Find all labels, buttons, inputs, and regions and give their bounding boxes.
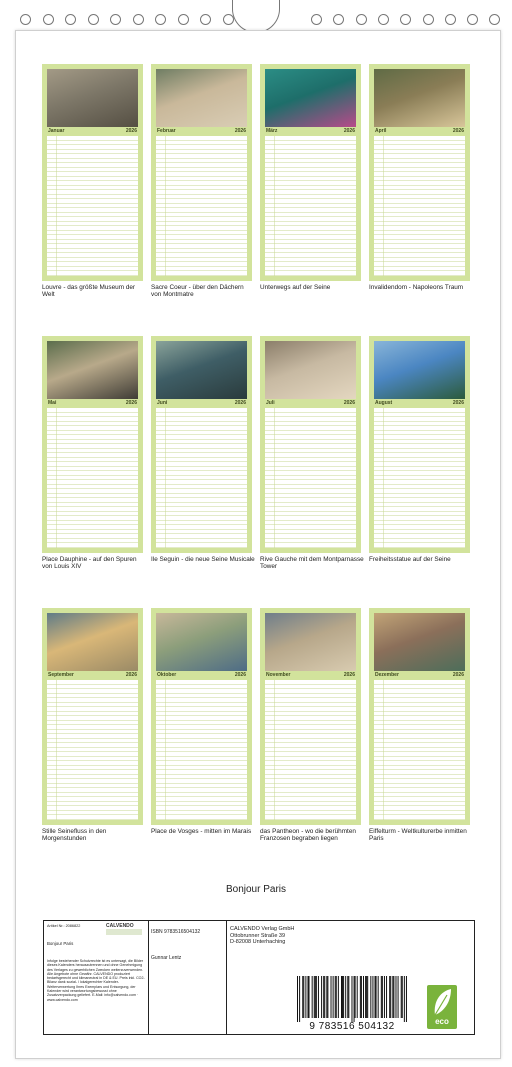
month-header — [47, 671, 138, 679]
info-column-left — [44, 921, 149, 1034]
barcode-bar — [393, 976, 394, 1018]
month-planner-grid — [47, 408, 138, 548]
month-caption: Freiheitsstatue auf der Seine — [369, 556, 451, 563]
month-header — [374, 127, 465, 135]
month-planner-grid — [47, 136, 138, 276]
month-name: Dezember — [375, 672, 399, 678]
barcode-bar — [381, 976, 382, 1018]
month-preview — [260, 336, 364, 571]
barcode-number: 9 783516 504132 — [309, 1021, 395, 1032]
binding-hole — [110, 14, 121, 25]
barcode-bar — [357, 976, 358, 1018]
barcode-bar — [372, 976, 373, 1018]
barcode-bar — [312, 976, 313, 1018]
barcode-bar — [386, 976, 387, 1018]
month-header — [156, 127, 247, 135]
binding-hole — [467, 14, 478, 25]
month-header — [265, 127, 356, 135]
barcode-bar — [315, 976, 316, 1018]
month-preview — [369, 608, 470, 843]
month-card — [151, 608, 252, 825]
month-planner-grid — [265, 680, 356, 820]
barcode-bar — [336, 976, 337, 1018]
month-photo — [156, 341, 247, 399]
month-caption: Ile Seguin - die neue Seine Musicale — [151, 556, 255, 563]
month-preview — [151, 608, 252, 835]
month-planner-grid — [374, 408, 465, 548]
month-planner-grid — [47, 680, 138, 820]
calvendo-logo: CALVENDO — [106, 923, 134, 929]
barcode-bar — [365, 976, 366, 1018]
barcode-bar — [366, 976, 367, 1018]
barcode-bar — [316, 976, 317, 1018]
month-year: 2026 — [125, 400, 137, 406]
product-info-box — [43, 920, 475, 1035]
month-preview — [42, 336, 143, 571]
barcode-bar — [343, 976, 344, 1018]
barcode-bar — [324, 976, 325, 1018]
binding-hole — [400, 14, 411, 25]
month-year: 2026 — [234, 400, 246, 406]
month-caption: Sacre Coeur - über den Dächern von Montmatre — [151, 284, 244, 299]
binding-hole — [378, 14, 389, 25]
month-planner-grid — [265, 408, 356, 548]
month-card — [369, 64, 470, 281]
month-header — [374, 671, 465, 679]
month-preview — [369, 336, 470, 563]
barcode-bar — [345, 976, 346, 1018]
month-year: 2026 — [343, 128, 355, 134]
month-name: März — [266, 128, 278, 134]
month-year: 2026 — [452, 672, 464, 678]
barcode-bar — [297, 976, 298, 1022]
barcode-bar — [384, 976, 385, 1018]
month-card — [260, 64, 361, 281]
month-caption: Eiffelturm - Weltkulturerbe inmitten Paris — [369, 828, 467, 843]
month-preview — [369, 64, 470, 291]
month-caption: Invalidendom - Napoleons Traum — [369, 284, 464, 291]
month-preview — [151, 64, 252, 299]
isbn-barcode — [297, 976, 407, 1022]
barcode-bar — [401, 976, 402, 1018]
month-card — [260, 608, 361, 825]
month-caption: Louvre - das größte Museum der Welt — [42, 284, 136, 299]
binding-hole — [200, 14, 211, 25]
month-card — [260, 336, 361, 553]
binding-hole — [65, 14, 76, 25]
barcode-bar — [382, 976, 383, 1018]
month-photo — [47, 69, 138, 127]
month-planner-grid — [156, 680, 247, 820]
month-photo — [47, 341, 138, 399]
barcode-bar — [321, 976, 322, 1018]
barcode-bar — [395, 976, 396, 1018]
calendar-hanger — [232, 0, 280, 33]
month-photo — [265, 613, 356, 671]
binding-hole — [133, 14, 144, 25]
month-photo — [265, 69, 356, 127]
month-year: 2026 — [234, 128, 246, 134]
barcode-bar — [303, 976, 304, 1018]
month-header — [265, 399, 356, 407]
barcode-bar — [354, 976, 355, 1022]
month-preview — [42, 64, 143, 299]
barcode-bar — [390, 976, 391, 1018]
month-preview — [42, 608, 143, 843]
month-caption: das Pantheon - wo die berühmten Franzosen begraben liegen — [260, 828, 356, 843]
barcode-bar — [363, 976, 364, 1018]
month-photo — [374, 613, 465, 671]
barcode-bar — [309, 976, 310, 1018]
month-card — [42, 336, 143, 553]
month-name: Juli — [266, 400, 275, 406]
publisher-address — [230, 926, 294, 946]
month-header — [156, 671, 247, 679]
month-card — [369, 608, 470, 825]
month-year: 2026 — [452, 400, 464, 406]
month-caption: Place Dauphine - auf den Spuren von Louis XIV — [42, 556, 137, 571]
logo-underline — [106, 929, 142, 935]
month-preview — [260, 608, 361, 843]
barcode-bar — [323, 976, 324, 1018]
publisher-name: CALVENDO Verlag GmbH — [230, 926, 295, 932]
month-photo — [156, 69, 247, 127]
month-name: Januar — [48, 128, 65, 134]
month-name: Februar — [157, 128, 176, 134]
article-number: Artikel Nr.: 2086822 — [47, 924, 81, 928]
month-planner-grid — [374, 136, 465, 276]
month-year: 2026 — [343, 672, 355, 678]
barcode-bar — [389, 976, 390, 1018]
binding-hole — [43, 14, 54, 25]
barcode-bar — [360, 976, 361, 1018]
barcode-bar — [318, 976, 319, 1018]
month-card — [42, 64, 143, 281]
barcode-bar — [307, 976, 308, 1018]
eco-label: eco — [435, 1017, 449, 1026]
barcode-bar — [402, 976, 403, 1018]
barcode-bar — [327, 976, 328, 1018]
month-caption: Unterwegs auf der Seine — [260, 284, 331, 291]
month-caption: Stille Seinefluss in den Morgenstunden — [42, 828, 107, 843]
info-column-middle — [148, 921, 227, 1034]
barcode-bar — [378, 976, 379, 1018]
barcode-bar — [361, 976, 362, 1018]
barcode-bar — [404, 976, 405, 1022]
barcode-bar — [341, 976, 342, 1018]
barcode-bar — [326, 976, 327, 1018]
barcode-bar — [392, 976, 393, 1018]
barcode-bar — [335, 976, 336, 1018]
month-name: Oktober — [157, 672, 177, 678]
barcode-bar — [367, 976, 368, 1018]
barcode-bar — [351, 976, 352, 1022]
binding-hole — [333, 14, 344, 25]
month-header — [47, 127, 138, 135]
month-header — [156, 399, 247, 407]
month-name: Juni — [157, 400, 168, 406]
month-caption: Rive Gauche mit dem Montparnasse Tower — [260, 556, 364, 571]
month-card — [151, 64, 252, 281]
barcode-bar — [347, 976, 348, 1018]
month-name: Mai — [48, 400, 57, 406]
month-year: 2026 — [452, 128, 464, 134]
binding-hole — [311, 14, 322, 25]
month-preview — [151, 336, 255, 563]
month-year: 2026 — [234, 672, 246, 678]
month-preview — [260, 64, 361, 291]
legal-disclaimer: Infolge bestehender Schutzrechte ist es untersagt, die Bilder dieses Kalenders herauszutrennen und ohne Genehmigung des Verlages zu gewerblichen Zwecken weiterzuverwenden. Alle Angebote ohne Gewähr. CALVENDO produziert bedarfsgerecht und klimaneutral in DE & EU. Preis inkl. CO2-Bilanz dank sozial- / lokalgerechter Kalender-Weiterverwertung Ihres Exemplars und Entsorgung, der Kalender wird verantwortungsbewusst ohne Zusatzverpackung geliefert. E-Mail: info@calvendo.com · www.calvendo.com — [47, 959, 145, 1002]
month-name: April — [375, 128, 387, 134]
month-name: August — [375, 400, 393, 406]
barcode-bar — [342, 976, 343, 1018]
month-card — [369, 336, 470, 553]
barcode-bar — [333, 976, 334, 1018]
month-photo — [265, 341, 356, 399]
barcode-bar — [375, 976, 376, 1018]
month-name: September — [48, 672, 74, 678]
barcode-bar — [348, 976, 349, 1018]
binding-hole — [223, 14, 234, 25]
barcode-bar — [398, 976, 399, 1018]
binding-hole — [178, 14, 189, 25]
binding-hole — [423, 14, 434, 25]
barcode-bar — [305, 976, 306, 1018]
binding-hole — [356, 14, 367, 25]
month-card — [151, 336, 252, 553]
month-planner-grid — [265, 136, 356, 276]
binding-hole — [155, 14, 166, 25]
month-year: 2026 — [343, 400, 355, 406]
barcode-bar — [302, 976, 303, 1018]
barcode-bar — [331, 976, 332, 1018]
barcode-bar — [299, 976, 300, 1022]
month-year: 2026 — [125, 672, 137, 678]
month-planner-grid — [156, 408, 247, 548]
publisher-street: Ottobrunner Straße 39 — [230, 932, 286, 939]
binding-hole — [20, 14, 31, 25]
publisher-city: D-82008 Unterhaching — [230, 939, 286, 946]
month-photo — [156, 613, 247, 671]
month-year: 2026 — [125, 128, 137, 134]
author: Gunnar Lentz — [151, 955, 182, 961]
month-photo — [47, 613, 138, 671]
barcode-bar — [355, 976, 356, 1018]
month-photo — [374, 69, 465, 127]
barcode-bar — [370, 976, 371, 1018]
binding-hole — [88, 14, 99, 25]
month-photo — [374, 341, 465, 399]
binding-hole — [445, 14, 456, 25]
month-header — [374, 399, 465, 407]
barcode-bar — [376, 976, 377, 1018]
barcode-bar — [338, 976, 339, 1018]
month-planner-grid — [374, 680, 465, 820]
barcode-bar — [314, 976, 315, 1018]
month-header — [47, 399, 138, 407]
calendar-title: Bonjour Paris — [225, 884, 287, 895]
month-card — [42, 608, 143, 825]
isbn: ISBN 9783516504132 — [151, 929, 201, 935]
barcode-bar — [406, 976, 407, 1022]
product-name: Bonjour Paris — [47, 941, 74, 946]
binding-hole — [489, 14, 500, 25]
eco-badge — [427, 985, 457, 1029]
month-header — [265, 671, 356, 679]
month-name: November — [266, 672, 291, 678]
month-planner-grid — [156, 136, 247, 276]
month-caption: Place de Vosges - mitten im Marais — [151, 828, 252, 835]
